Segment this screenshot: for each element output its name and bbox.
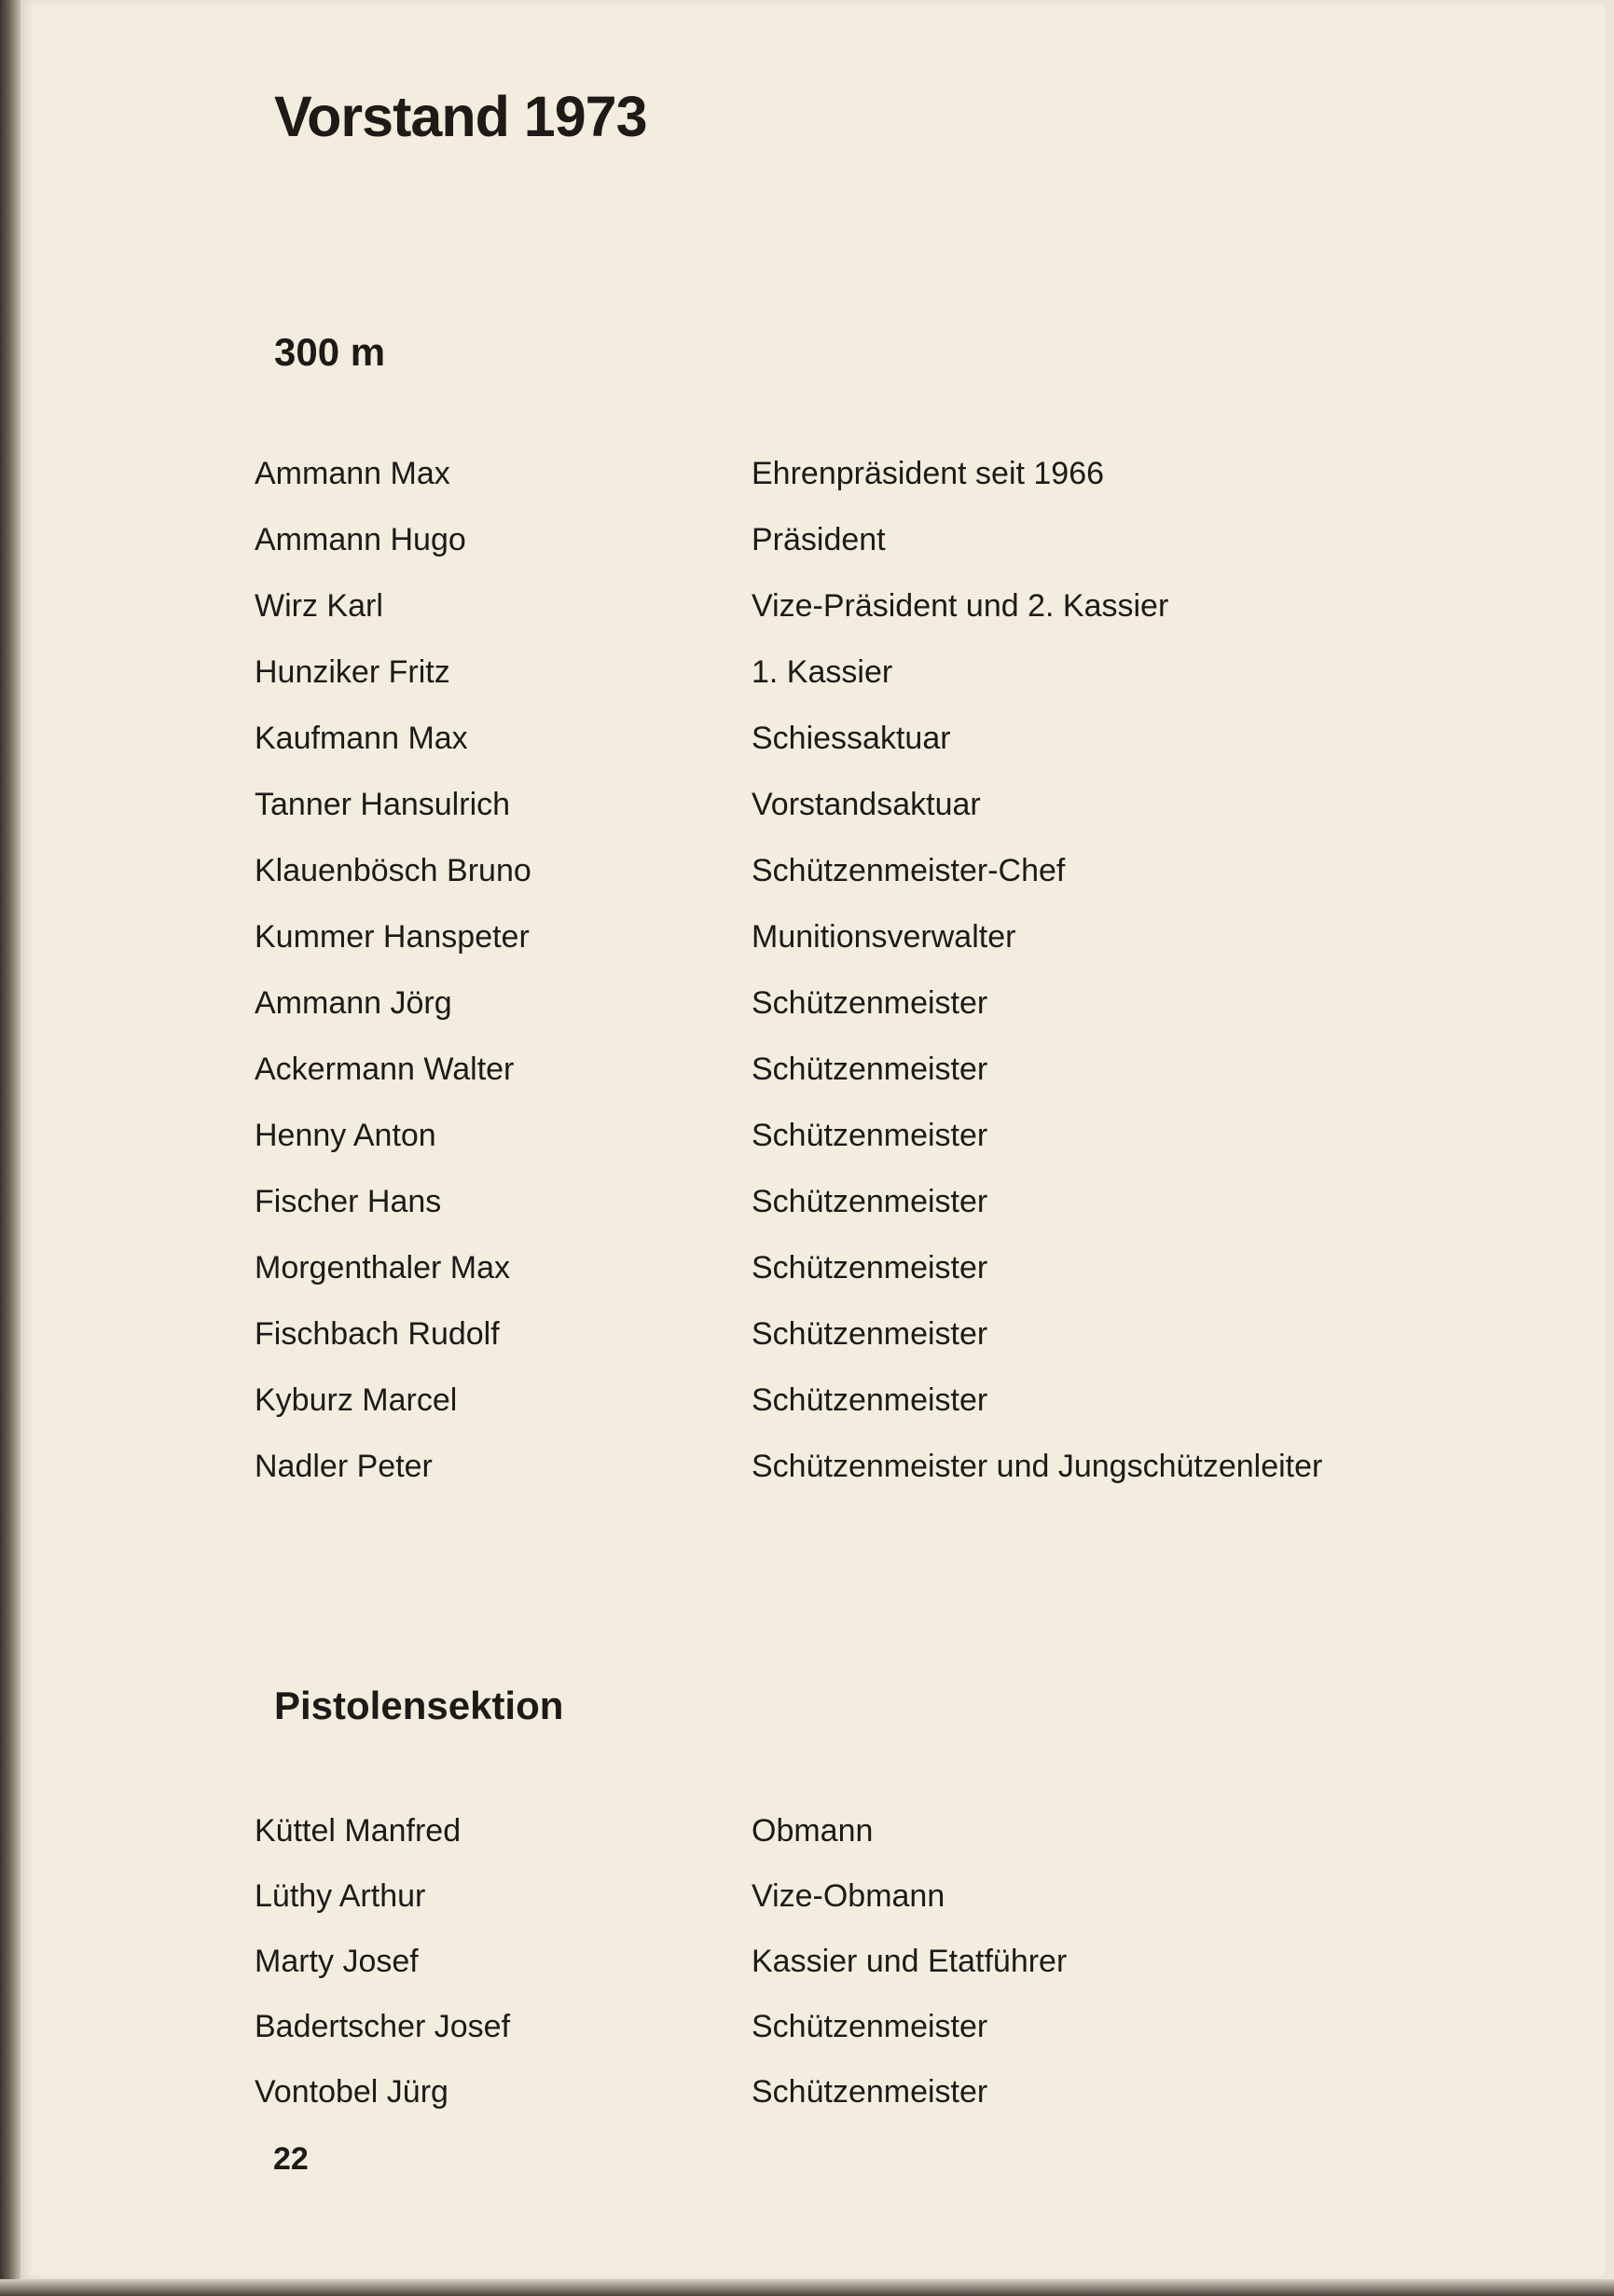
list-item <box>21 909 1606 965</box>
section-heading-pistolensektion: Pistolensektion <box>274 1684 564 1727</box>
list-item <box>21 1868 1606 1924</box>
list-item <box>21 1240 1606 1296</box>
member-name: Nadler Peter <box>255 1449 433 1484</box>
page-bottom-edge <box>0 2279 1614 2296</box>
member-role: Schützenmeister <box>752 2009 988 2044</box>
member-role: Schützenmeister <box>752 1316 988 1352</box>
member-role: Schützenmeister <box>752 1382 988 1418</box>
list-item <box>21 512 1606 568</box>
list-item <box>21 1174 1606 1230</box>
list-item <box>21 777 1606 832</box>
member-name: Kummer Hanspeter <box>255 919 530 955</box>
member-name: Marty Josef <box>255 1944 419 1979</box>
member-role: Vize-Obmann <box>752 1878 945 1914</box>
member-name: Morgenthaler Max <box>255 1250 511 1285</box>
page-number: 22 <box>273 2141 309 2177</box>
member-role: Schützenmeister <box>752 1118 988 1153</box>
member-name: Fischbach Rudolf <box>255 1316 500 1352</box>
list-item <box>21 843 1606 899</box>
page-title: Vorstand 1973 <box>274 85 647 148</box>
member-name: Fischer Hans <box>255 1184 442 1219</box>
member-role: Schützenmeister <box>752 1052 988 1087</box>
list-item <box>21 446 1606 502</box>
member-name: Vontobel Jürg <box>255 2074 448 2110</box>
list-item <box>21 1933 1606 1989</box>
member-role: Obmann <box>752 1813 874 1849</box>
member-role: Kassier und Etatführer <box>752 1944 1068 1979</box>
member-role: Schützenmeister-Chef <box>752 853 1066 888</box>
member-name: Ammann Max <box>255 456 450 491</box>
list-item <box>21 1438 1606 1494</box>
member-name: Küttel Manfred <box>255 1813 462 1849</box>
member-name: Ammann Jörg <box>255 985 452 1021</box>
member-role: Schützenmeister <box>752 985 988 1021</box>
list-item <box>21 578 1606 634</box>
member-role: Schützenmeister <box>752 1184 988 1219</box>
member-role: Schiessaktuar <box>752 721 951 756</box>
member-name: Badertscher Josef <box>255 2009 511 2044</box>
member-name: Kaufmann Max <box>255 721 468 756</box>
member-role: Präsident <box>752 522 886 557</box>
member-name: Tanner Hansulrich <box>255 787 511 822</box>
member-role: Vize-Präsident und 2. Kassier <box>752 588 1169 624</box>
document-page <box>21 0 1606 2279</box>
member-name: Ackermann Walter <box>255 1052 515 1087</box>
member-name: Kyburz Marcel <box>255 1382 458 1418</box>
list-item <box>21 1107 1606 1163</box>
list-item <box>21 1372 1606 1428</box>
member-role: Ehrenpräsident seit 1966 <box>752 456 1105 491</box>
member-name: Wirz Karl <box>255 588 383 624</box>
list-item <box>21 1999 1606 2055</box>
list-item <box>21 1803 1606 1859</box>
book-binding-edge <box>0 0 21 2296</box>
member-name: Lüthy Arthur <box>255 1878 426 1914</box>
list-item <box>21 975 1606 1031</box>
member-name: Klauenbösch Bruno <box>255 853 531 888</box>
member-role: Schützenmeister <box>752 2074 988 2110</box>
member-role: Vorstandsaktuar <box>752 787 981 822</box>
list-item <box>21 710 1606 766</box>
member-role: Schützenmeister und Jungschützenleiter <box>752 1449 1323 1484</box>
list-item <box>21 644 1606 700</box>
member-name: Hunziker Fritz <box>255 654 450 690</box>
list-item <box>21 1306 1606 1362</box>
member-role: 1. Kassier <box>752 654 893 690</box>
member-name: Henny Anton <box>255 1118 436 1153</box>
member-name: Ammann Hugo <box>255 522 466 557</box>
list-item <box>21 2064 1606 2120</box>
section-heading-300m: 300 m <box>274 330 386 374</box>
member-role: Munitionsverwalter <box>752 919 1016 955</box>
list-item <box>21 1041 1606 1097</box>
member-role: Schützenmeister <box>752 1250 988 1285</box>
